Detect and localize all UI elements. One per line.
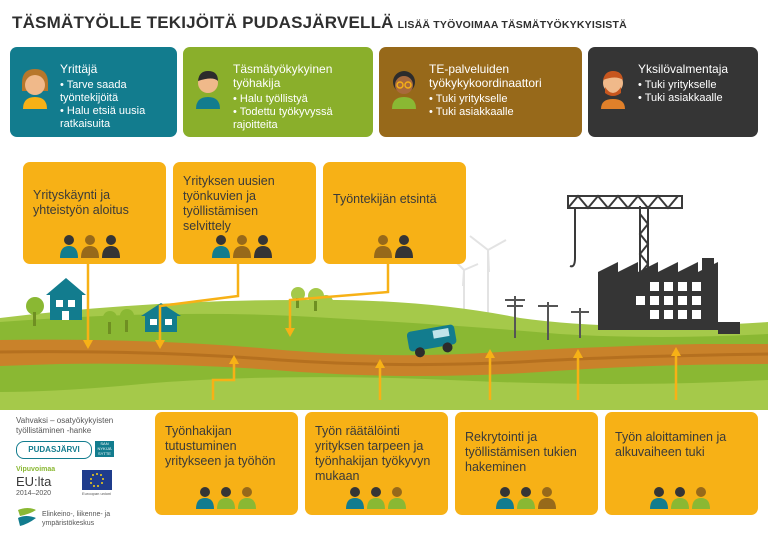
role-bullet: • Tuki yritykselle <box>638 79 723 92</box>
coach-avatar-icon <box>596 67 630 109</box>
role-bullets <box>233 93 363 132</box>
house-icon <box>46 278 86 320</box>
step-text: Työn räätälöinti yrityksen tarpeen ja työnhakijan työkyvyn mukaan <box>315 424 431 483</box>
crane-icon <box>568 196 682 275</box>
entrepreneur-avatar-icon <box>18 67 52 109</box>
vipuvoimaa-label: Vipuvoimaa <box>16 466 56 473</box>
step-text: Työn aloittaminen ja alkuvaiheen tuki <box>615 430 727 459</box>
role-bullet: • Tuki asiakkaalle <box>638 92 723 105</box>
role-title: Täsmätyökykyinen työhakija <box>233 62 333 90</box>
step-box-bottom-3 <box>455 412 598 515</box>
role-title: Yrittäjä <box>60 62 98 76</box>
coordinator-avatar-icon <box>387 67 421 109</box>
project-name: Vahvaksi – osatyökykyisten työllistäminen -hanke <box>16 416 114 435</box>
ely-label: Elinkeino-, liikenne- ja ympäristökeskus <box>42 511 111 527</box>
people-group-icon <box>59 234 123 258</box>
step-box-top-2 <box>173 162 316 264</box>
role-bullet: • Todettu työkyvyssä rajoitteita <box>233 106 363 132</box>
role-card-yrittaja <box>10 47 177 137</box>
step-text: Yrityskäynti ja yhteistyön aloitus <box>33 188 129 217</box>
role-bullets <box>60 79 177 131</box>
people-group-icon <box>345 487 409 509</box>
ely-logo-icon <box>16 506 38 528</box>
role-bullet: • Tuki yritykselle <box>429 93 514 106</box>
step-text: Yrityksen uusien työnkuvien ja työllistämisen selvittely <box>183 174 275 233</box>
pudasjarvi-logo <box>16 441 92 459</box>
role-title: TE-palveluiden työkykykoordinaattori <box>429 62 542 90</box>
eu-fund-label: Euroopan unioni <box>82 491 112 496</box>
eu-flag-icon <box>82 470 112 490</box>
job-seeker-avatar-icon <box>191 67 225 109</box>
role-card-tyohakija <box>183 47 373 137</box>
years-label: 2014–2020 <box>16 490 52 497</box>
pudasjarvi-tagline: SAN NYKIJÄ SYTTE <box>95 441 114 457</box>
people-group-icon <box>211 234 275 258</box>
people-group-icon <box>649 487 713 509</box>
role-card-yksilovalmentaja <box>588 47 758 137</box>
people-group-icon <box>195 487 259 509</box>
eu-label: EU:lta <box>16 474 52 489</box>
step-box-top-3 <box>323 162 466 264</box>
step-box-bottom-2 <box>305 412 448 515</box>
page-title <box>12 13 627 33</box>
title-main: TÄSMÄTYÖLLE TEKIJÖITÄ PUDASJÄRVELLÄ <box>12 13 394 32</box>
role-bullet: • Tuki asiakkaalle <box>429 106 514 119</box>
role-bullets <box>429 93 514 119</box>
step-box-top-1 <box>23 162 166 264</box>
role-bullet: • Halu etsiä uusia ratkaisuita <box>60 105 177 131</box>
role-bullet: • Tarve saada työntekijöitä <box>60 79 177 105</box>
step-text: Rekrytointi ja työllistämisen tukien hakeminen <box>465 430 577 474</box>
people-group-icon <box>373 234 417 258</box>
step-box-bottom-1 <box>155 412 298 515</box>
role-bullets <box>638 79 723 105</box>
people-group-icon <box>495 487 559 509</box>
role-bullet: • Halu työllistyä <box>233 93 363 106</box>
step-text: Työnhakijan tutustuminen yritykseen ja työhön <box>165 424 276 468</box>
title-sub: LISÄÄ TYÖVOIMAA TÄSMÄTYÖKYKYISISTÄ <box>397 19 627 31</box>
role-card-koordinaattori <box>379 47 582 137</box>
step-text: Työntekijän etsintä <box>333 192 437 206</box>
step-box-bottom-4 <box>605 412 758 515</box>
pudasjarvi-logo-text: PUDASJÄRVI <box>28 445 80 454</box>
role-title: Yksilövalmentaja <box>638 62 729 76</box>
